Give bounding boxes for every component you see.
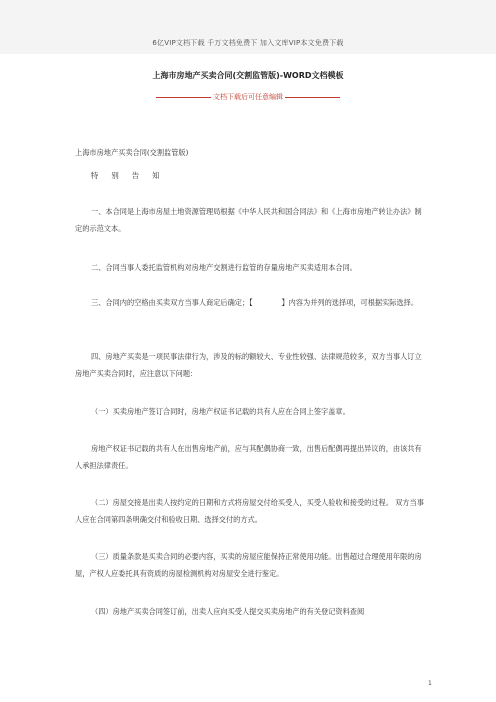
edit-note-left-rule [156,97,211,98]
contract-subtitle: 上海市房地产买卖合同(交割监管版) [75,148,189,157]
page-number: 1 [428,680,432,687]
edit-note-right-rule [285,97,340,98]
paragraph-9: （四）房地产买卖合同签订前，出卖人应向买受人提交买卖房地产的有关登记资料查阅 [91,607,365,616]
vip-banner-text[interactable]: 6亿VIP文档下载 千万文档免费下 加入文库VIP本文免费下载 [152,39,344,47]
document-title: 上海市房地产买卖合同(交割监管版)-WORD文档模板 [152,71,344,80]
paragraph-4: 四、房地产买卖是一项民事法律行为，涉及的标的额较大、专业性较强、法律规范较多，双方当事人订立房地产买卖合同时，应注意以下问题： [75,352,422,378]
edit-note [0,92,496,102]
paragraph-1: 一、本合同是上海市房屋土地资源管理局根据《中华人民共和国合同法》和《上海市房地产转让办法》制定的示范文本。 [75,207,422,233]
paragraph-3: 三、合同内的空格由买卖双方当事人商定后确定；【 】内容为并列的选择项，可根据实际选择。 [91,298,419,307]
paragraph-8: （三）质量条款是买卖合同的必要内容，买卖的房屋应能保持正常使用功能。出售超过合理使用年限的房屋，产权人应委托具有资质的房屋检测机构对房屋安全进行鉴定。 [75,552,422,578]
vip-banner [0,0,496,54]
paragraph-5: （一）买卖房地产签订合同时，房地产权证书记载的共有人应在合同上签字盖章。 [91,407,350,416]
paragraph-2: 二、合同当事人委托监管机构对房地产交割进行监管的存量房地产买卖适用本合同。 [91,263,357,272]
paragraph-7: （二）房屋交接是出卖人按约定的日期和方式将房屋交付给买受人，买受人验收和接受的过程。 双方当事人应在合同第四条明确交付和验收日期、选择交付的方式。 [75,498,424,524]
edit-note-text: 文档下载后可任意编辑 [213,93,283,101]
notice-heading: 特别告知 [91,171,173,180]
paragraph-6: 房地产权证书记载的共有人在出售房地产前，应与其配偶协商一致，出售后配偶再提出异议的，由该共有人承担法律责任。 [75,444,422,470]
